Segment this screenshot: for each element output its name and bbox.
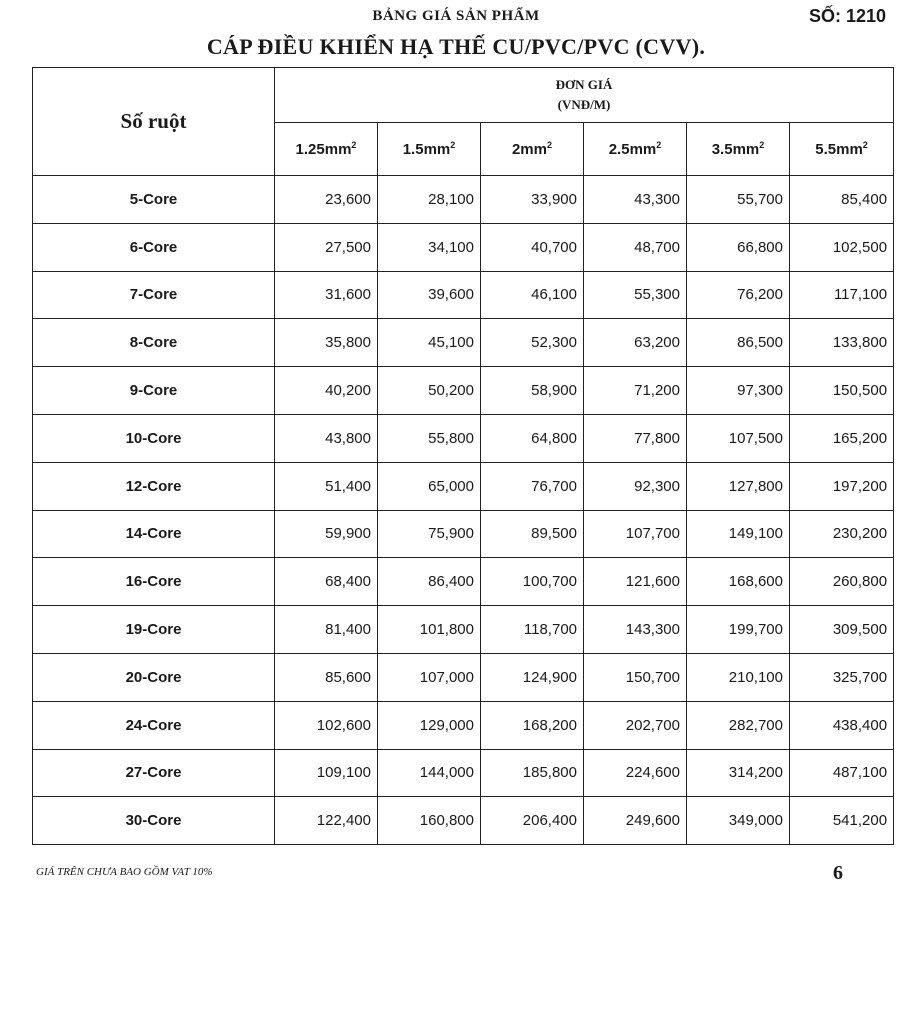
core-count-cell: 16-Core <box>33 558 275 606</box>
price-cell: 202,700 <box>584 701 687 749</box>
unit-price-currency: (VNĐ/M) <box>557 97 611 112</box>
table-row <box>33 414 894 462</box>
table-row <box>33 606 894 654</box>
size-header <box>687 123 790 176</box>
price-cell: 143,300 <box>584 606 687 654</box>
price-cell: 124,900 <box>481 653 584 701</box>
unit-price-label: ĐƠN GIÁ <box>555 77 613 92</box>
core-count-cell: 12-Core <box>33 462 275 510</box>
document-title: CÁP ĐIỀU KHIỂN HẠ THẾ CU/PVC/PVC (CVV). <box>206 34 706 59</box>
price-cell: 309,500 <box>790 606 894 654</box>
price-cell: 50,200 <box>378 367 481 415</box>
size-value: 1.5mm <box>402 141 451 158</box>
core-count-cell: 9-Core <box>33 367 275 415</box>
price-cell: 89,500 <box>481 510 584 558</box>
price-cell: 43,800 <box>275 414 378 462</box>
price-cell: 75,900 <box>378 510 481 558</box>
price-cell: 71,200 <box>584 367 687 415</box>
document-subtitle: BẢNG GIÁ SẢN PHẨM <box>372 8 540 24</box>
price-cell: 65,000 <box>378 462 481 510</box>
size-exponent: 2 <box>450 140 456 150</box>
price-cell: 52,300 <box>481 319 584 367</box>
price-cell: 100,700 <box>481 558 584 606</box>
table-row <box>33 176 894 224</box>
core-count-cell: 14-Core <box>33 510 275 558</box>
table-row <box>33 653 894 701</box>
size-header <box>584 123 687 176</box>
price-cell: 86,500 <box>687 319 790 367</box>
price-cell: 86,400 <box>378 558 481 606</box>
vat-footnote: GIÁ TRÊN CHƯA BAO GỒM VAT 10% <box>36 866 213 878</box>
table-row <box>33 797 894 845</box>
size-value: 2mm <box>511 141 547 158</box>
price-cell: 107,700 <box>584 510 687 558</box>
price-cell: 487,100 <box>790 749 894 797</box>
price-cell: 31,600 <box>275 271 378 319</box>
size-header <box>275 123 378 176</box>
price-cell: 28,100 <box>378 176 481 224</box>
price-cell: 282,700 <box>687 701 790 749</box>
price-cell: 129,000 <box>378 701 481 749</box>
price-cell: 150,700 <box>584 653 687 701</box>
price-cell: 260,800 <box>790 558 894 606</box>
price-cell: 35,800 <box>275 319 378 367</box>
table-row <box>33 319 894 367</box>
price-table-body <box>33 176 894 845</box>
price-cell: 107,500 <box>687 414 790 462</box>
size-exponent: 2 <box>862 140 868 150</box>
price-cell: 34,100 <box>378 223 481 271</box>
price-cell: 46,100 <box>481 271 584 319</box>
price-cell: 40,700 <box>481 223 584 271</box>
core-count-cell: 7-Core <box>33 271 275 319</box>
core-count-cell: 24-Core <box>33 701 275 749</box>
price-cell: 66,800 <box>687 223 790 271</box>
price-cell: 206,400 <box>481 797 584 845</box>
price-cell: 249,600 <box>584 797 687 845</box>
price-cell: 107,000 <box>378 653 481 701</box>
size-value: 3.5mm <box>711 141 760 158</box>
price-cell: 58,900 <box>481 367 584 415</box>
unit-price-header <box>275 68 894 123</box>
price-cell: 144,000 <box>378 749 481 797</box>
price-cell: 76,700 <box>481 462 584 510</box>
core-count-cell: 10-Core <box>33 414 275 462</box>
price-cell: 117,100 <box>790 271 894 319</box>
price-cell: 122,400 <box>275 797 378 845</box>
size-exponent: 2 <box>547 140 553 150</box>
price-cell: 168,200 <box>481 701 584 749</box>
price-cell: 314,200 <box>687 749 790 797</box>
table-row <box>33 223 894 271</box>
price-cell: 85,600 <box>275 653 378 701</box>
price-cell: 160,800 <box>378 797 481 845</box>
price-cell: 23,600 <box>275 176 378 224</box>
row-header-core-count: Số ruột <box>33 68 275 176</box>
price-cell: 68,400 <box>275 558 378 606</box>
core-count-cell: 8-Core <box>33 319 275 367</box>
size-header <box>790 123 894 176</box>
size-value: 1.25mm <box>295 141 352 158</box>
price-cell: 39,600 <box>378 271 481 319</box>
page-number: 6 <box>833 862 843 884</box>
price-cell: 51,400 <box>275 462 378 510</box>
size-value: 5.5mm <box>815 141 863 158</box>
size-exponent: 2 <box>759 140 765 150</box>
price-cell: 230,200 <box>790 510 894 558</box>
price-cell: 199,700 <box>687 606 790 654</box>
price-cell: 81,400 <box>275 606 378 654</box>
size-header <box>481 123 584 176</box>
price-cell: 48,700 <box>584 223 687 271</box>
price-cell: 165,200 <box>790 414 894 462</box>
price-cell: 92,300 <box>584 462 687 510</box>
price-cell: 349,000 <box>687 797 790 845</box>
price-cell: 97,300 <box>687 367 790 415</box>
price-cell: 55,700 <box>687 176 790 224</box>
table-row <box>33 558 894 606</box>
size-exponent: 2 <box>351 140 357 150</box>
price-cell: 224,600 <box>584 749 687 797</box>
price-cell: 64,800 <box>481 414 584 462</box>
core-count-cell: 30-Core <box>33 797 275 845</box>
price-cell: 59,900 <box>275 510 378 558</box>
size-value: 2.5mm <box>608 141 657 158</box>
price-cell: 325,700 <box>790 653 894 701</box>
price-cell: 150,500 <box>790 367 894 415</box>
price-cell: 109,100 <box>275 749 378 797</box>
price-cell: 63,200 <box>584 319 687 367</box>
price-cell: 197,200 <box>790 462 894 510</box>
table-row <box>33 510 894 558</box>
table-row <box>33 367 894 415</box>
price-cell: 77,800 <box>584 414 687 462</box>
table-row <box>33 701 894 749</box>
core-count-cell: 19-Core <box>33 606 275 654</box>
core-count-cell: 6-Core <box>33 223 275 271</box>
price-cell: 40,200 <box>275 367 378 415</box>
price-cell: 102,600 <box>275 701 378 749</box>
price-cell: 438,400 <box>790 701 894 749</box>
table-row <box>33 749 894 797</box>
price-cell: 55,800 <box>378 414 481 462</box>
size-exponent: 2 <box>656 140 662 150</box>
price-cell: 127,800 <box>687 462 790 510</box>
core-count-cell: 27-Core <box>33 749 275 797</box>
price-cell: 121,600 <box>584 558 687 606</box>
price-cell: 45,100 <box>378 319 481 367</box>
price-cell: 185,800 <box>481 749 584 797</box>
price-cell: 85,400 <box>790 176 894 224</box>
core-count-cell: 20-Core <box>33 653 275 701</box>
price-cell: 76,200 <box>687 271 790 319</box>
price-cell: 133,800 <box>790 319 894 367</box>
table-row <box>33 271 894 319</box>
document-number: SỐ: 1210 <box>808 6 886 26</box>
price-cell: 541,200 <box>790 797 894 845</box>
price-cell: 102,500 <box>790 223 894 271</box>
price-cell: 27,500 <box>275 223 378 271</box>
price-cell: 43,300 <box>584 176 687 224</box>
price-cell: 118,700 <box>481 606 584 654</box>
price-cell: 33,900 <box>481 176 584 224</box>
price-cell: 101,800 <box>378 606 481 654</box>
price-cell: 168,600 <box>687 558 790 606</box>
table-row <box>33 462 894 510</box>
size-header <box>378 123 481 176</box>
price-cell: 55,300 <box>584 271 687 319</box>
price-table <box>32 67 894 845</box>
core-count-cell: 5-Core <box>33 176 275 224</box>
price-cell: 149,100 <box>687 510 790 558</box>
price-cell: 210,100 <box>687 653 790 701</box>
